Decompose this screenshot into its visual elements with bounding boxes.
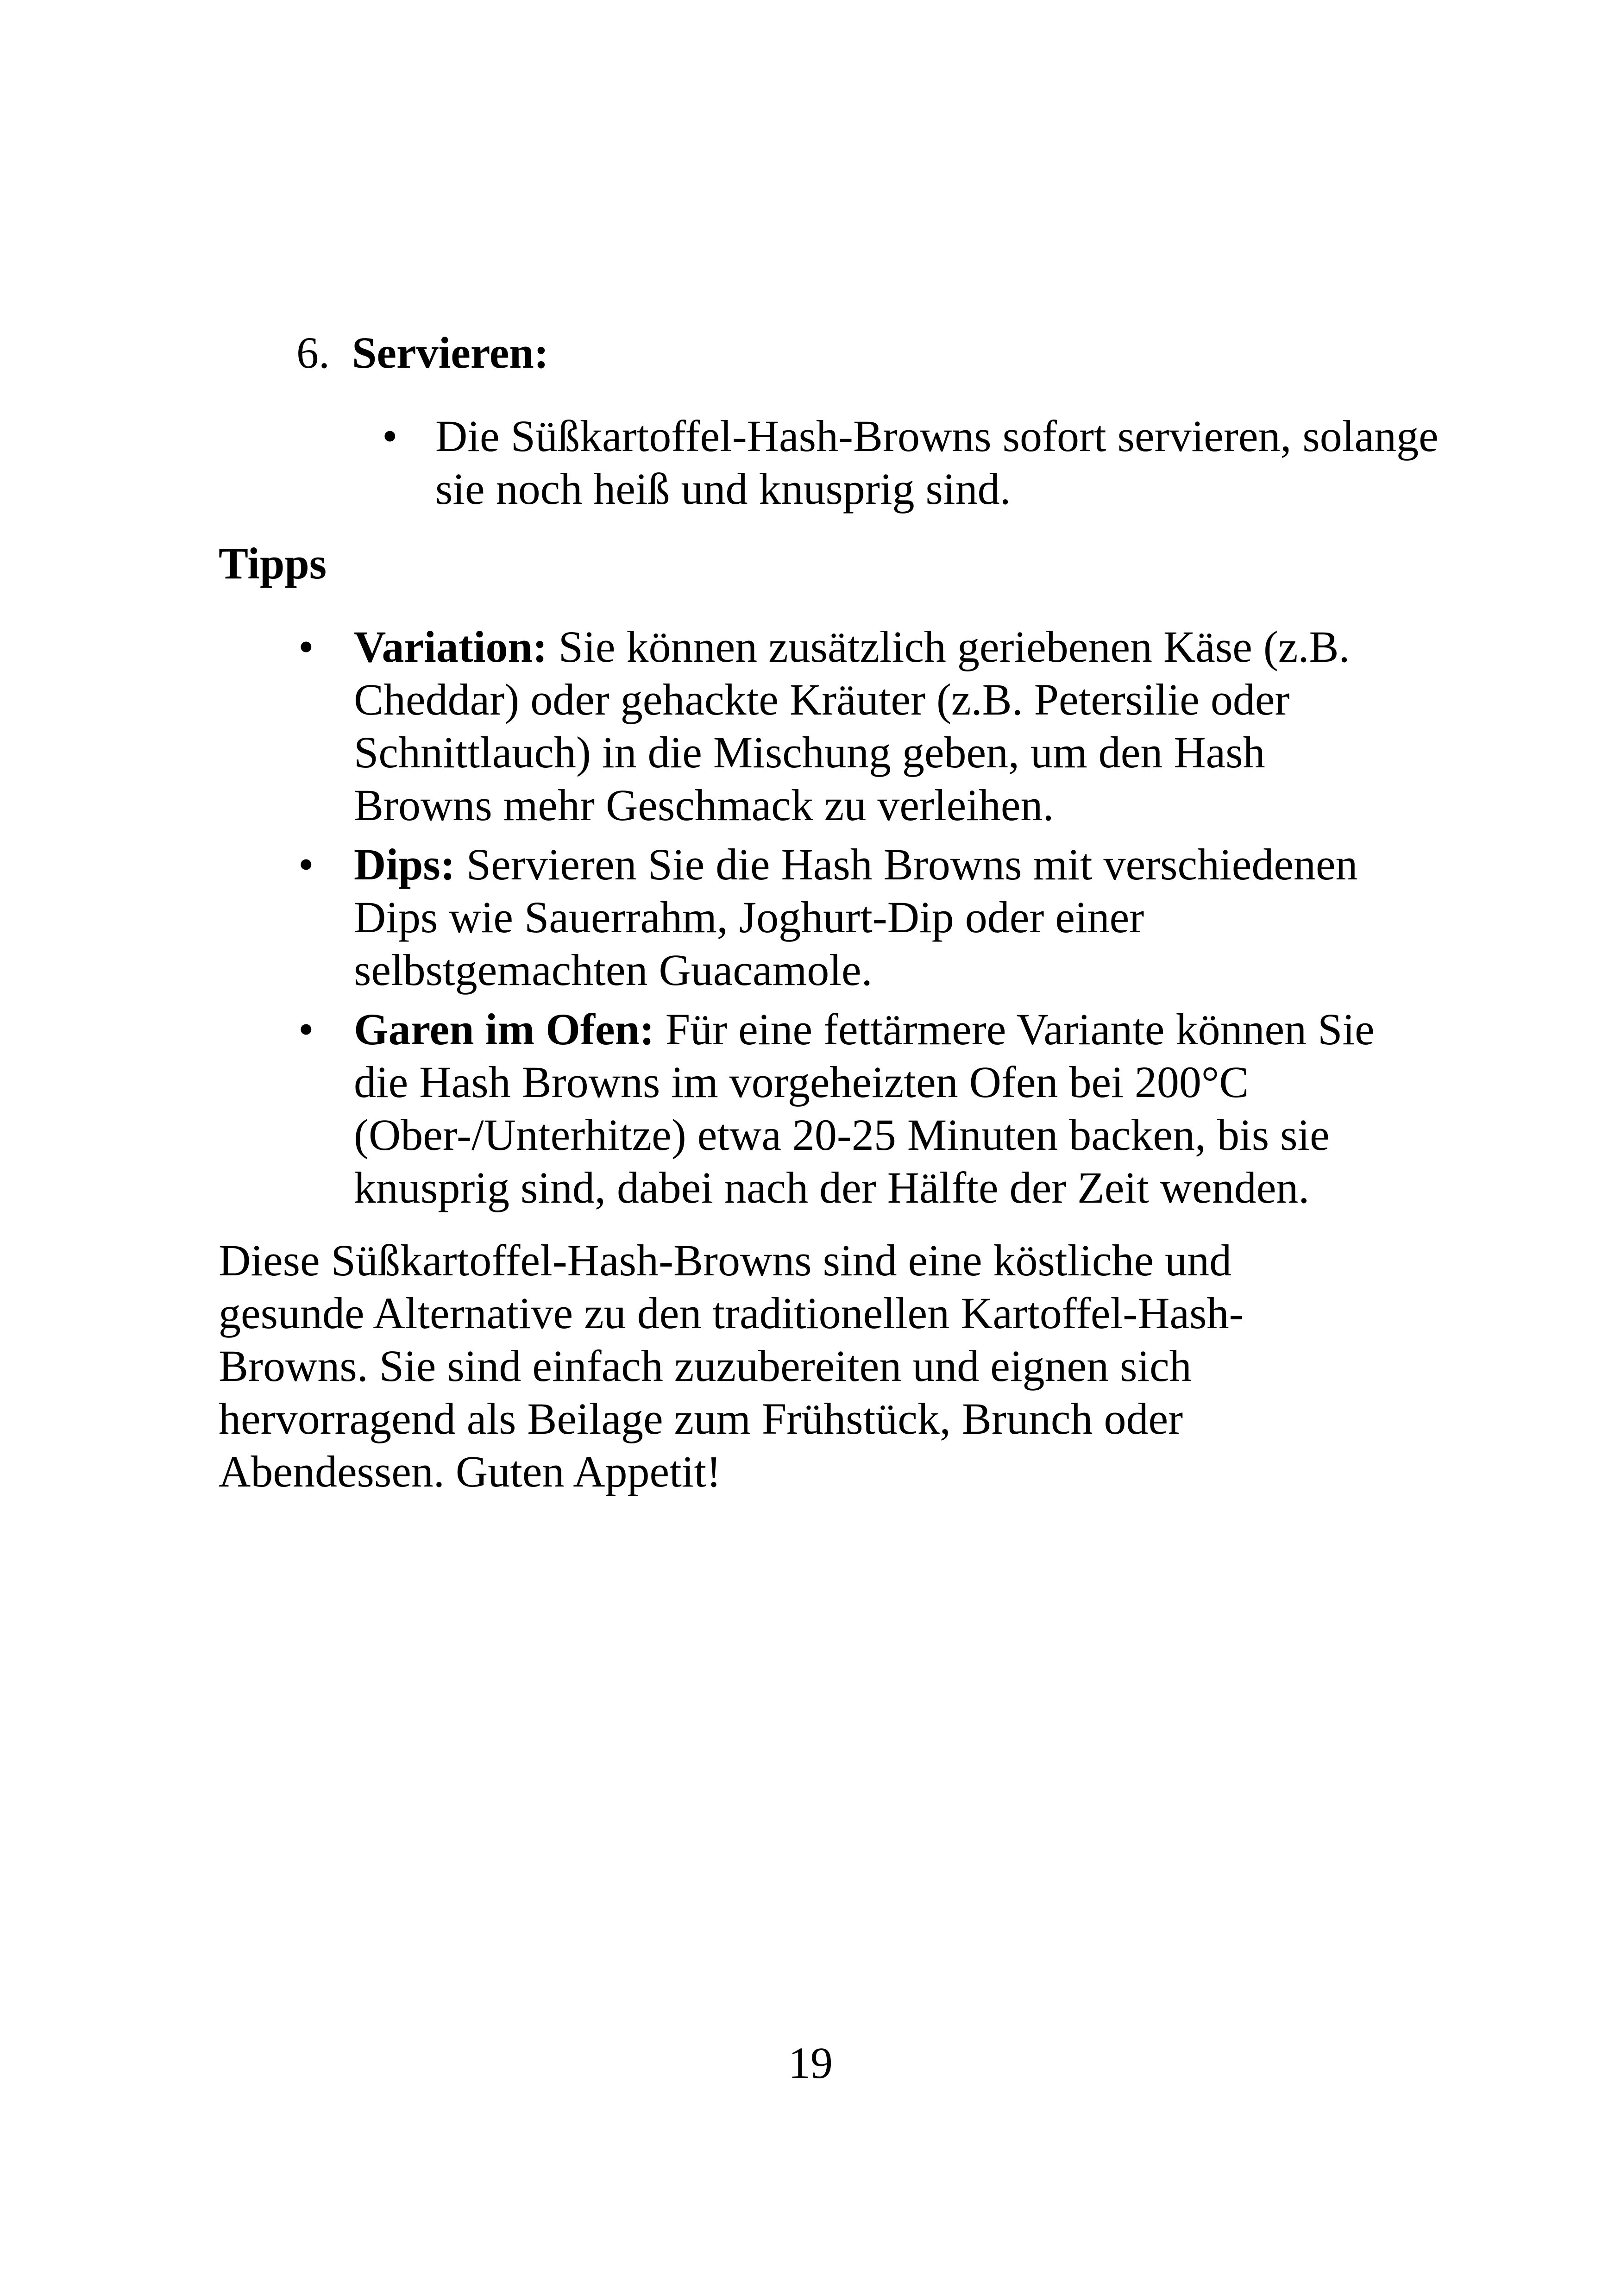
page-number: 19 xyxy=(788,2038,833,2088)
tip-label: Variation: xyxy=(354,622,547,671)
bullet-icon: • xyxy=(298,622,314,671)
bullet-icon: • xyxy=(298,840,314,889)
step-number: 6. xyxy=(296,328,330,377)
closing-paragraph: Diese Süßkartoffel-Hash-Browns sind eine köstliche und gesunde Alternative zu den traditionellen Kartoffel-Hash-Browns. Sie sind einfach zuzubereiten und eignen sich hervorragend als Beilage zum Frühstück, Brunch oder Abendessen. Guten Appetit! xyxy=(219,1236,1244,1496)
tip-item-variation xyxy=(298,621,1401,832)
step-bullet-text: Die Süßkartoffel-Hash-Browns sofort servieren, solange sie noch heiß und knusprig sind. xyxy=(435,411,1439,514)
step-bullet-item xyxy=(382,410,1454,515)
tip-item-oven xyxy=(298,1003,1401,1214)
step-title: Servieren: xyxy=(352,328,549,377)
tip-item-dips xyxy=(298,838,1401,997)
bullet-icon: • xyxy=(382,411,398,461)
tips-heading: Tipps xyxy=(219,539,327,588)
tip-text: Sie können zusätzlich geriebenen Käse (z.B. Cheddar) oder gehackte Kräuter (z.B. Petersilie oder Schnittlauch) in die Mischung geben, um den Hash Browns mehr Geschmack zu verleihen. xyxy=(354,622,1350,830)
bullet-icon: • xyxy=(298,1004,314,1054)
tips-list xyxy=(298,621,1401,1221)
step-heading xyxy=(296,326,549,379)
tip-text: Für eine fettärmere Variante können Sie die Hash Browns im vorgeheizten Ofen bei 200°C (Ober-/Unterhitze) etwa 20-25 Minuten backen, bis sie knusprig sind, dabei nach der Hälfte der Zeit wenden. xyxy=(354,1004,1375,1212)
tip-label: Garen im Ofen: xyxy=(354,1004,654,1054)
tip-text: Servieren Sie die Hash Browns mit verschiedenen Dips wie Sauerrahm, Joghurt-Dip oder einer selbstgemachten Guacamole. xyxy=(354,840,1358,995)
tip-label: Dips: xyxy=(354,840,455,889)
